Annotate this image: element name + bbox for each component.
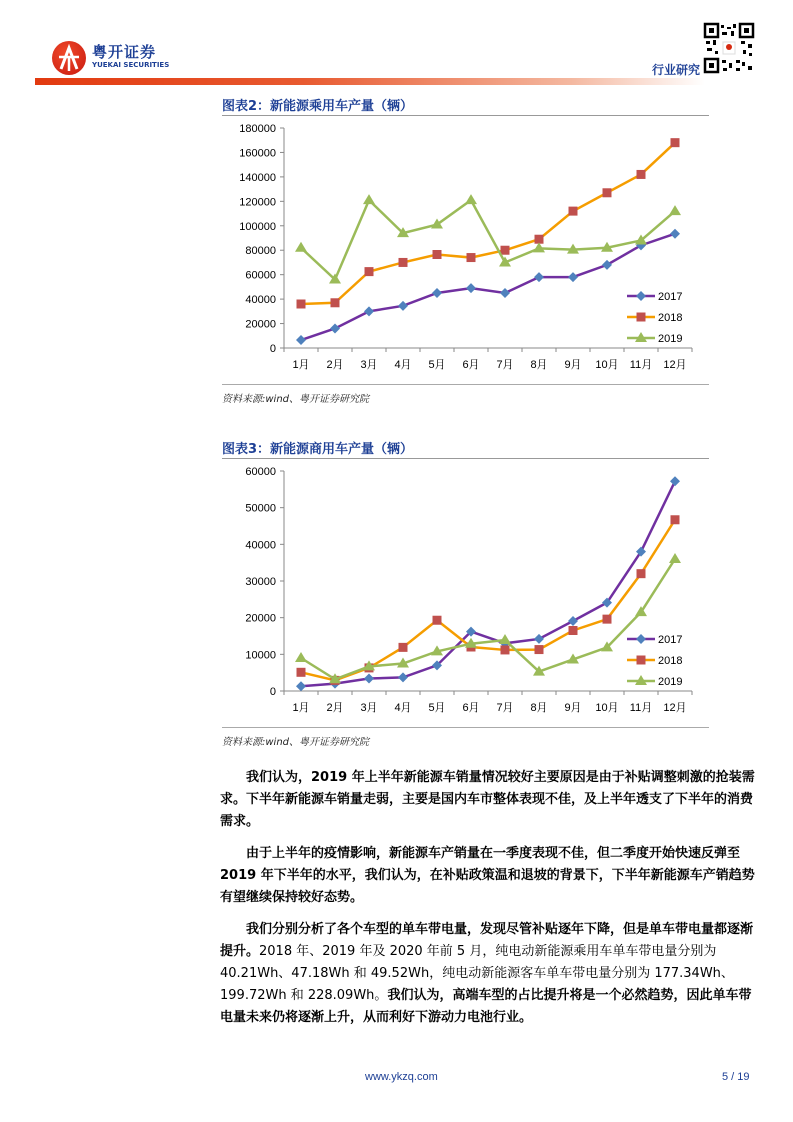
svg-text:2018: 2018: [658, 312, 683, 324]
series-2019: [295, 194, 681, 283]
qr-code-icon: [703, 22, 755, 74]
svg-text:9月: 9月: [564, 359, 582, 371]
svg-text:0: 0: [269, 343, 276, 355]
page-number: 5 / 19: [722, 1071, 750, 1083]
series-2017: [296, 476, 683, 691]
svg-text:6月: 6月: [462, 359, 480, 371]
svg-text:12月: 12月: [663, 359, 687, 371]
legend-item-2017: [627, 291, 682, 303]
svg-text:3月: 3月: [360, 702, 378, 714]
chart-2-source-rule: [222, 384, 709, 385]
svg-text:5月: 5月: [428, 702, 446, 714]
svg-text:11月: 11月: [629, 702, 653, 714]
legend-item-2017: [627, 634, 682, 646]
legend-item-2018: [627, 655, 682, 667]
chart-3-title: 图表3：新能源商用车产量（辆）: [222, 442, 414, 457]
logo-text-en: YUEKAI SECURITIES: [92, 61, 170, 69]
chart-2-plot: [222, 118, 709, 380]
series-2018: [297, 515, 683, 685]
svg-text:3月: 3月: [360, 359, 378, 371]
svg-text:20000: 20000: [245, 612, 276, 625]
chart-3-source: 资料来源:wind、粤开证券研究院: [222, 737, 370, 748]
svg-text:2019: 2019: [658, 676, 683, 688]
company-logo: [50, 37, 190, 81]
paragraph-3-normal: 2018 年、2019 年及 2020 年前 5 月，纯电动新能源乘用车单车带电量分别为 40.21Wh、47.18Wh 和 49.52Wh，纯电动新能源客车单车带电量分别为 177.34Wh、199.72Wh 和 228.09Wh。: [220, 944, 734, 1003]
svg-text:8月: 8月: [530, 702, 548, 714]
svg-text:2017: 2017: [658, 634, 683, 646]
section-label: 行业研究: [652, 63, 701, 77]
svg-text:180000: 180000: [239, 123, 276, 135]
svg-text:80000: 80000: [245, 245, 276, 258]
svg-text:12月: 12月: [663, 702, 687, 714]
svg-text:50000: 50000: [245, 502, 276, 515]
svg-text:10000: 10000: [245, 649, 276, 662]
chart-2-title-rule: [222, 115, 709, 116]
svg-text:60000: 60000: [245, 466, 276, 478]
svg-text:140000: 140000: [239, 171, 276, 184]
chart-2-source: 资料来源:wind、粤开证券研究院: [222, 394, 370, 405]
paragraph-1: 我们认为，2019 年上半年新能源车销量情况较好主要原因是由于补贴调整刺激的抢装需求。下半年新能源车销量走弱，主要是国内车市整体表现不佳，及上半年透支了下半年的消费需求。: [220, 770, 755, 829]
svg-text:11月: 11月: [629, 359, 653, 371]
chart-3-title-rule: [222, 458, 709, 459]
svg-text:4月: 4月: [394, 702, 412, 714]
header-bar: [35, 78, 705, 85]
svg-text:10月: 10月: [595, 359, 619, 371]
chart-2-line-chart: [222, 118, 709, 380]
svg-text:120000: 120000: [239, 196, 276, 209]
svg-text:1月: 1月: [292, 359, 310, 371]
svg-text:7月: 7月: [496, 702, 514, 714]
legend-item-2019: [627, 675, 682, 688]
paragraph-3-bold-b: 我们认为，高端车型的占比提升将是一个必然趋势，因此单车带电量未来仍将逐渐上升，从而利好下游动力电池行业。: [220, 988, 752, 1025]
svg-text:7月: 7月: [496, 359, 514, 371]
body-text: [220, 767, 756, 1029]
svg-text:10月: 10月: [595, 702, 619, 714]
svg-text:40000: 40000: [245, 294, 276, 307]
svg-text:60000: 60000: [245, 269, 276, 282]
footer-url[interactable]: www.ykzq.com: [365, 1071, 438, 1083]
logo-emblem-icon: [52, 41, 86, 75]
chart-3-line-chart: [222, 461, 709, 723]
series-2019: [295, 553, 681, 683]
svg-text:30000: 30000: [245, 576, 276, 588]
svg-text:8月: 8月: [530, 359, 548, 371]
legend-item-2019: [627, 332, 682, 345]
chart-2-title: 图表2：新能源乘用车产量（辆）: [222, 99, 414, 114]
svg-text:1月: 1月: [292, 702, 310, 714]
svg-text:2月: 2月: [326, 359, 344, 371]
svg-text:20000: 20000: [245, 318, 276, 331]
legend-item-2018: [627, 312, 682, 324]
svg-text:0: 0: [269, 686, 276, 698]
svg-text:4月: 4月: [394, 359, 412, 371]
paragraph-3: [220, 919, 756, 1029]
svg-text:9月: 9月: [564, 702, 582, 714]
svg-text:160000: 160000: [239, 147, 276, 160]
svg-text:6月: 6月: [462, 702, 480, 714]
svg-text:2019: 2019: [658, 333, 683, 345]
svg-text:2月: 2月: [326, 702, 344, 714]
svg-text:2018: 2018: [658, 655, 683, 667]
svg-text:100000: 100000: [239, 220, 276, 233]
chart-3-plot: [222, 461, 709, 723]
chart-3-source-rule: [222, 727, 709, 728]
svg-text:2017: 2017: [658, 291, 683, 303]
svg-text:40000: 40000: [245, 539, 276, 552]
paragraph-3-bold-a: 我们分别分析了各个车型的单车带电量，发现尽管补贴逐年下降，但是单车带电量都逐渐提升。: [220, 922, 754, 959]
series-2018: [297, 138, 683, 308]
svg-text:5月: 5月: [428, 359, 446, 371]
paragraph-2: 由于上半年的疫情影响，新能源车产销量在一季度表现不佳，但二季度开始快速反弹至 2019 年下半年的水平，我们认为，在补贴政策温和退坡的背景下，下半年新能源车产销趋势有望继续保持较好态势。: [220, 846, 755, 905]
logo-text-cn: 粤开证券: [92, 43, 157, 61]
